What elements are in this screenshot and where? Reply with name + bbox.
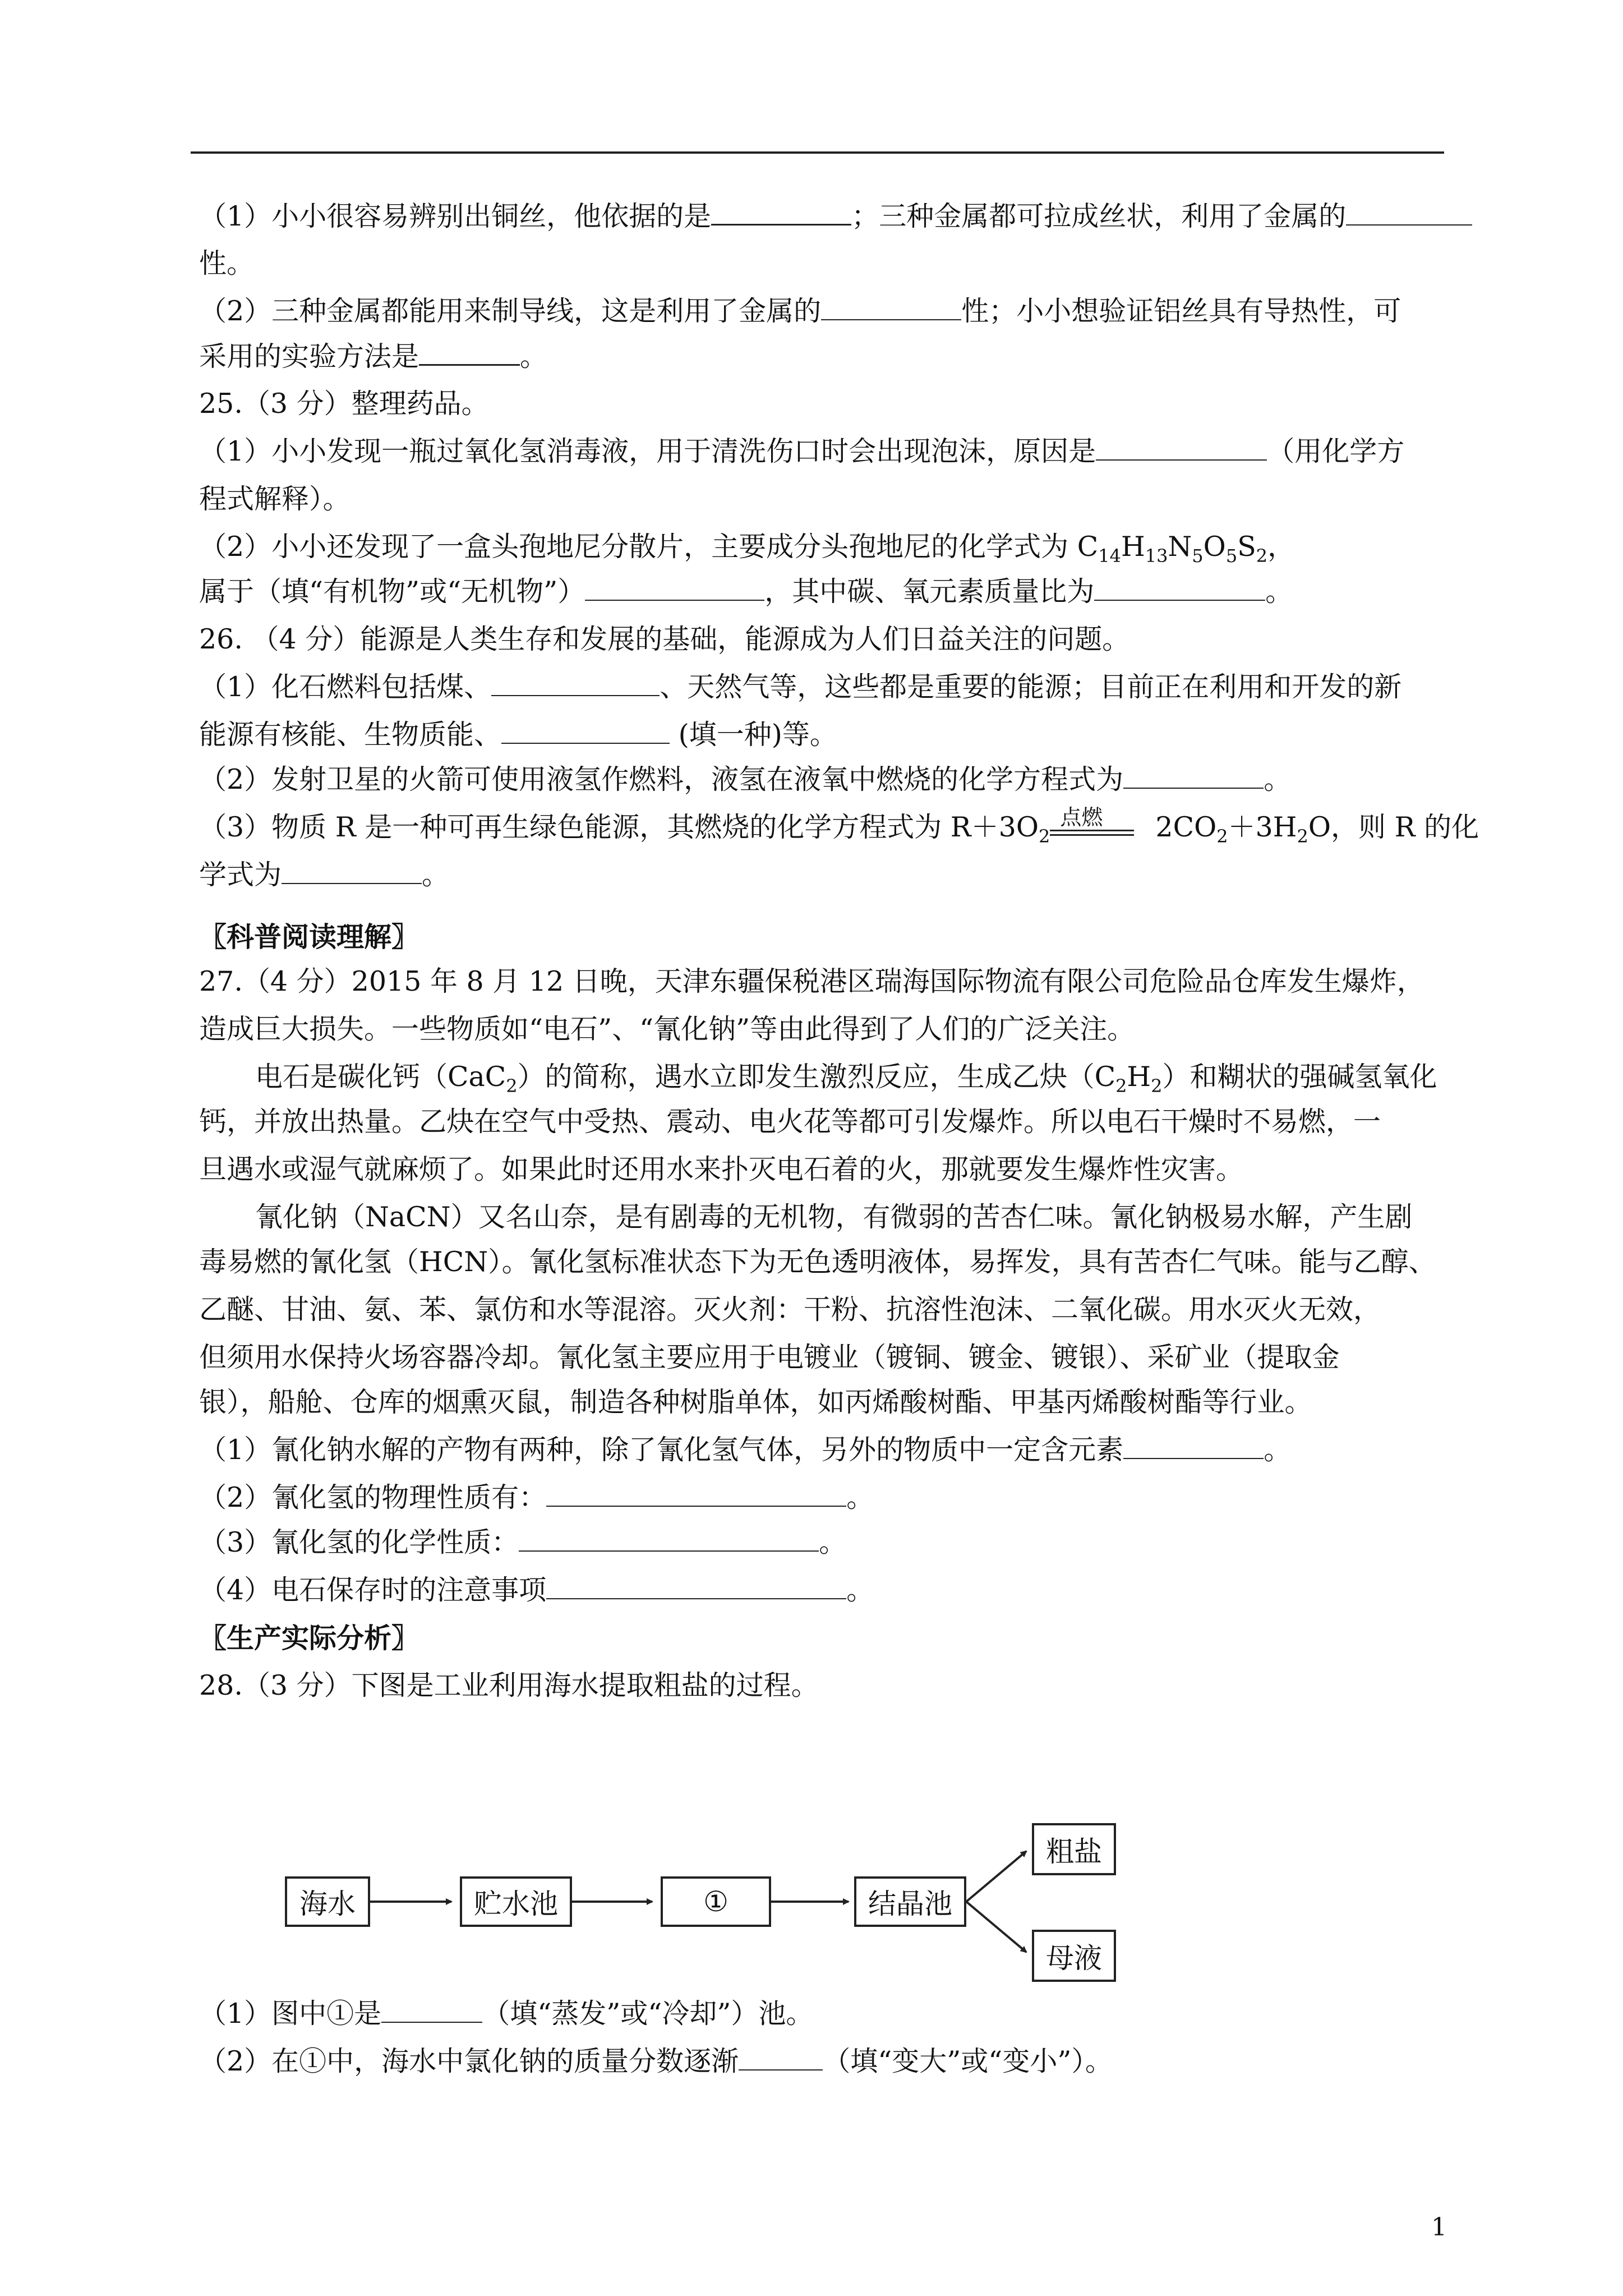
flow-node-mother-liquor: 母液: [1032, 1930, 1116, 1982]
section-title-reading: 〖科普阅读理解〗: [199, 921, 419, 953]
q26-line1: （1）化石燃料包括煤、 、天然气等，这些都是重要的能源；目前正在利用和开发的新: [199, 671, 1402, 703]
q27-line5: 旦遇水或湿气就麻烦了。如果此时还用水来扑灭电石着的火，那就要发生爆炸性灾害。: [199, 1153, 1244, 1185]
flow-node-reservoir: 贮水池: [460, 1876, 572, 1927]
q27-q4: （4）电石保存时的注意事项 。: [199, 1574, 874, 1606]
q27-line7: 毒易燃的氰化氢（HCN）。氰化氢标准状态下为无色透明液体，易挥发，具有苦杏仁气味。能与乙醇、: [199, 1246, 1436, 1278]
flow-node-seawater: 海水: [285, 1876, 370, 1927]
q26-line2: 能源有核能、生物质能、 (填一种)等。: [199, 719, 837, 751]
q27-line4: 钙，并放出热量。乙炔在空气中受热、震动、电火花等都可引发爆炸。所以电石干燥时不易燃，一: [199, 1106, 1381, 1138]
section-title-production: 〖生产实际分析〗: [199, 1622, 419, 1654]
q27-line10: 银），船舱、仓库的烟熏灭鼠，制造各种树脂单体，如丙烯酸树酯、甲基丙烯酸树酯等行业。: [199, 1386, 1312, 1418]
flow-node-crude-salt: 粗盐: [1032, 1823, 1116, 1875]
page-number: 1: [1431, 2213, 1447, 2242]
flow-node-crystallizer: 结晶池: [854, 1876, 966, 1927]
q24-line2: 性。: [199, 247, 255, 279]
q24-line4: 采用的实验方法是 。: [199, 341, 548, 372]
q26-line5: 学式为 。: [199, 859, 450, 891]
q25-line3: （2）小小还发现了一盒头孢地尼分散片，主要成分头孢地尼的化学式为 $C_{14}H_{13}N_5O_5S_2$，: [199, 531, 1295, 567]
blank[interactable]: [381, 1997, 482, 2023]
flow-node-1: ①: [661, 1876, 771, 1927]
q25-line4: 属于（填“有机物”或“无机物”） ，其中碳、氧元素质量比为 。: [199, 576, 1293, 608]
reaction-arrow: 点燃: [1050, 811, 1140, 844]
q27-q1: （1）氰化钠水解的产物有两种，除了氰化氢气体，另外的物质中一定含元素 。: [199, 1434, 1292, 1466]
q24-line3: （2）三种金属都能用来制导线，这是利用了金属的 性；小小想验证铝丝具有导热性，可: [199, 295, 1401, 327]
arrow-5: [966, 1902, 1026, 1952]
q27-q3: （3）氰化氢的化学性质： 。: [199, 1526, 847, 1558]
q27-line8: 乙醚、甘油、氨、苯、氯仿和水等混溶。灭火剂：干粉、抗溶性泡沫、二氧化碳。用水灭火无效，: [199, 1294, 1381, 1326]
q24-line1: （1）小小很容易辨别出铜丝，他依据的是 ；三种金属都可拉成丝状，利用了金属的: [199, 199, 1455, 233]
q25-head: 25.（3 分）整理药品。: [199, 388, 489, 420]
q28-q1: （1）图中①是 （填“蒸发”或“冷却”）池。: [199, 1998, 814, 2030]
q27-line1: 27.（4 分）2015 年 8 月 12 日晚，天津东疆保税港区瑞海国际物流有限公司危险品仓库发生爆炸，: [199, 965, 1424, 997]
q27-line6: 氰化钠（NaCN）又名山奈，是有剧毒的无机物，有微弱的苦杏仁味。氰化钠极易水解，产生剧: [255, 1201, 1413, 1233]
q25-line2: 程式解释）。: [199, 483, 351, 515]
q28-head: 28.（3 分）下图是工业利用海水提取粗盐的过程。: [199, 1669, 819, 1701]
q26-line3: （2）发射卫星的火箭可使用液氢作燃料，液氢在液氧中燃烧的化学方程式为 。: [199, 763, 1292, 795]
q28-q2: （2）在①中，海水中氯化钠的质量分数逐渐 （填“变大”或“变小”）。: [199, 2045, 1113, 2077]
q27-line2: 造成巨大损失。一些物质如“电石”、“氰化钠”等由此得到了人们的广泛关注。: [199, 1013, 1135, 1045]
q27-line9: 但须用水保持火场容器冷却。氰化氢主要应用于电镀业（镀铜、镀金、镀银）、采矿业（提取金: [199, 1341, 1340, 1373]
arrow-4: [966, 1851, 1026, 1902]
q26-head: 26. （4 分）能源是人类生存和发展的基础，能源成为人们日益关注的问题。: [199, 623, 1130, 655]
q25-line1: （1）小小发现一瓶过氧化氢消毒液，用于清洗伤口时会出现泡沫，原因是 （用化学方: [199, 435, 1405, 467]
q27-line3: 电石是碳化钙（CaC$_2$）的简称，遇水立即发生激烈反应，生成乙炔$(C_2H_2)$和糊状的强碱氢氧化: [255, 1061, 1437, 1097]
q26-line4: （3）物质 R 是一种可再生绿色能源，其燃烧的化学方程式为 $R+3O_2$ 点燃 $2CO_2+3H_2O$，则 R 的化: [199, 805, 1479, 847]
q27-q2: （2）氰化氢的物理性质有： 。: [199, 1481, 874, 1513]
blank[interactable]: [739, 2045, 823, 2070]
